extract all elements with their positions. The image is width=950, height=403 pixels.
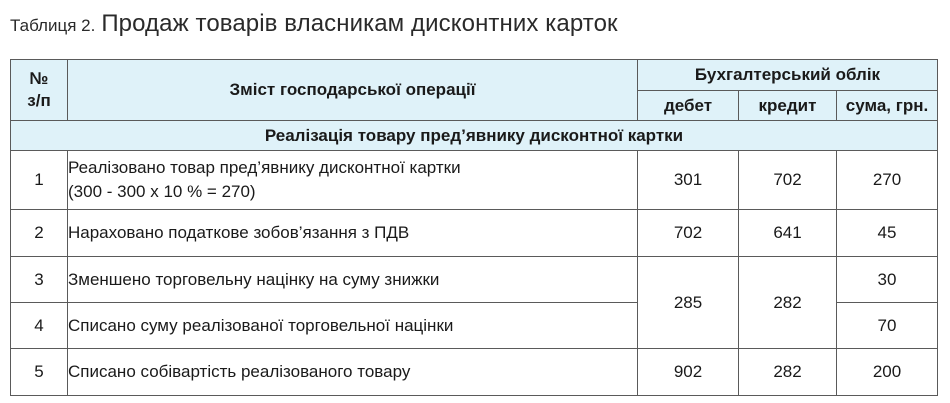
- operations-table: [10, 59, 938, 396]
- header-accounting: Бухгалтерський облік: [638, 60, 938, 91]
- row-sum: 45: [837, 210, 938, 257]
- table-row: [11, 151, 938, 210]
- row-num: 3: [11, 257, 68, 303]
- header-content: Зміст господарської операції: [68, 60, 638, 121]
- caption-title: Продаж товарів власникам дисконтних карток: [101, 10, 618, 37]
- table-row: [11, 210, 938, 257]
- row-debit: 702: [638, 210, 739, 257]
- row-sum: 70: [837, 303, 938, 349]
- caption-label: Таблиця 2.: [10, 16, 96, 35]
- row-num: 1: [11, 151, 68, 210]
- row-content: [68, 151, 638, 210]
- row-num: 5: [11, 349, 68, 396]
- row-sum: 270: [837, 151, 938, 210]
- row-content: Нараховано податкове зобов’язання з ПДВ: [68, 210, 638, 257]
- row-sum: 30: [837, 257, 938, 303]
- table-caption: [10, 10, 618, 44]
- row-content-line1: Реалізовано товар пред’явнику дисконтної картки: [68, 158, 461, 177]
- header-sum: сума, грн.: [837, 91, 938, 121]
- section-title: Реалізація товару пред’явнику дисконтної картки: [11, 121, 938, 151]
- row-num: 2: [11, 210, 68, 257]
- section-row: [11, 121, 938, 151]
- header-row: [11, 60, 938, 91]
- row-content-line2: (300 - 300 х 10 % = 270): [68, 182, 256, 201]
- row-content: Списано суму реалізованої торговельної націнки: [68, 303, 638, 349]
- row-credit: 641: [739, 210, 837, 257]
- merged-debit: 285: [638, 257, 739, 349]
- row-debit: 902: [638, 349, 739, 396]
- row-credit: 702: [739, 151, 837, 210]
- header-debit: дебет: [638, 91, 739, 121]
- row-sum: 200: [837, 349, 938, 396]
- row-num: 4: [11, 303, 68, 349]
- row-debit: 301: [638, 151, 739, 210]
- row-credit: 282: [739, 349, 837, 396]
- header-num-line1: №: [29, 69, 49, 88]
- row-content: Списано собівартість реалізованого товару: [68, 349, 638, 396]
- header-num: [11, 60, 68, 121]
- merged-credit: 282: [739, 257, 837, 349]
- header-credit: кредит: [739, 91, 837, 121]
- table-row: [11, 349, 938, 396]
- row-content: Зменшено торговельну націнку на суму знижки: [68, 257, 638, 303]
- header-num-line2: з/п: [27, 91, 51, 110]
- table-row: [11, 257, 938, 303]
